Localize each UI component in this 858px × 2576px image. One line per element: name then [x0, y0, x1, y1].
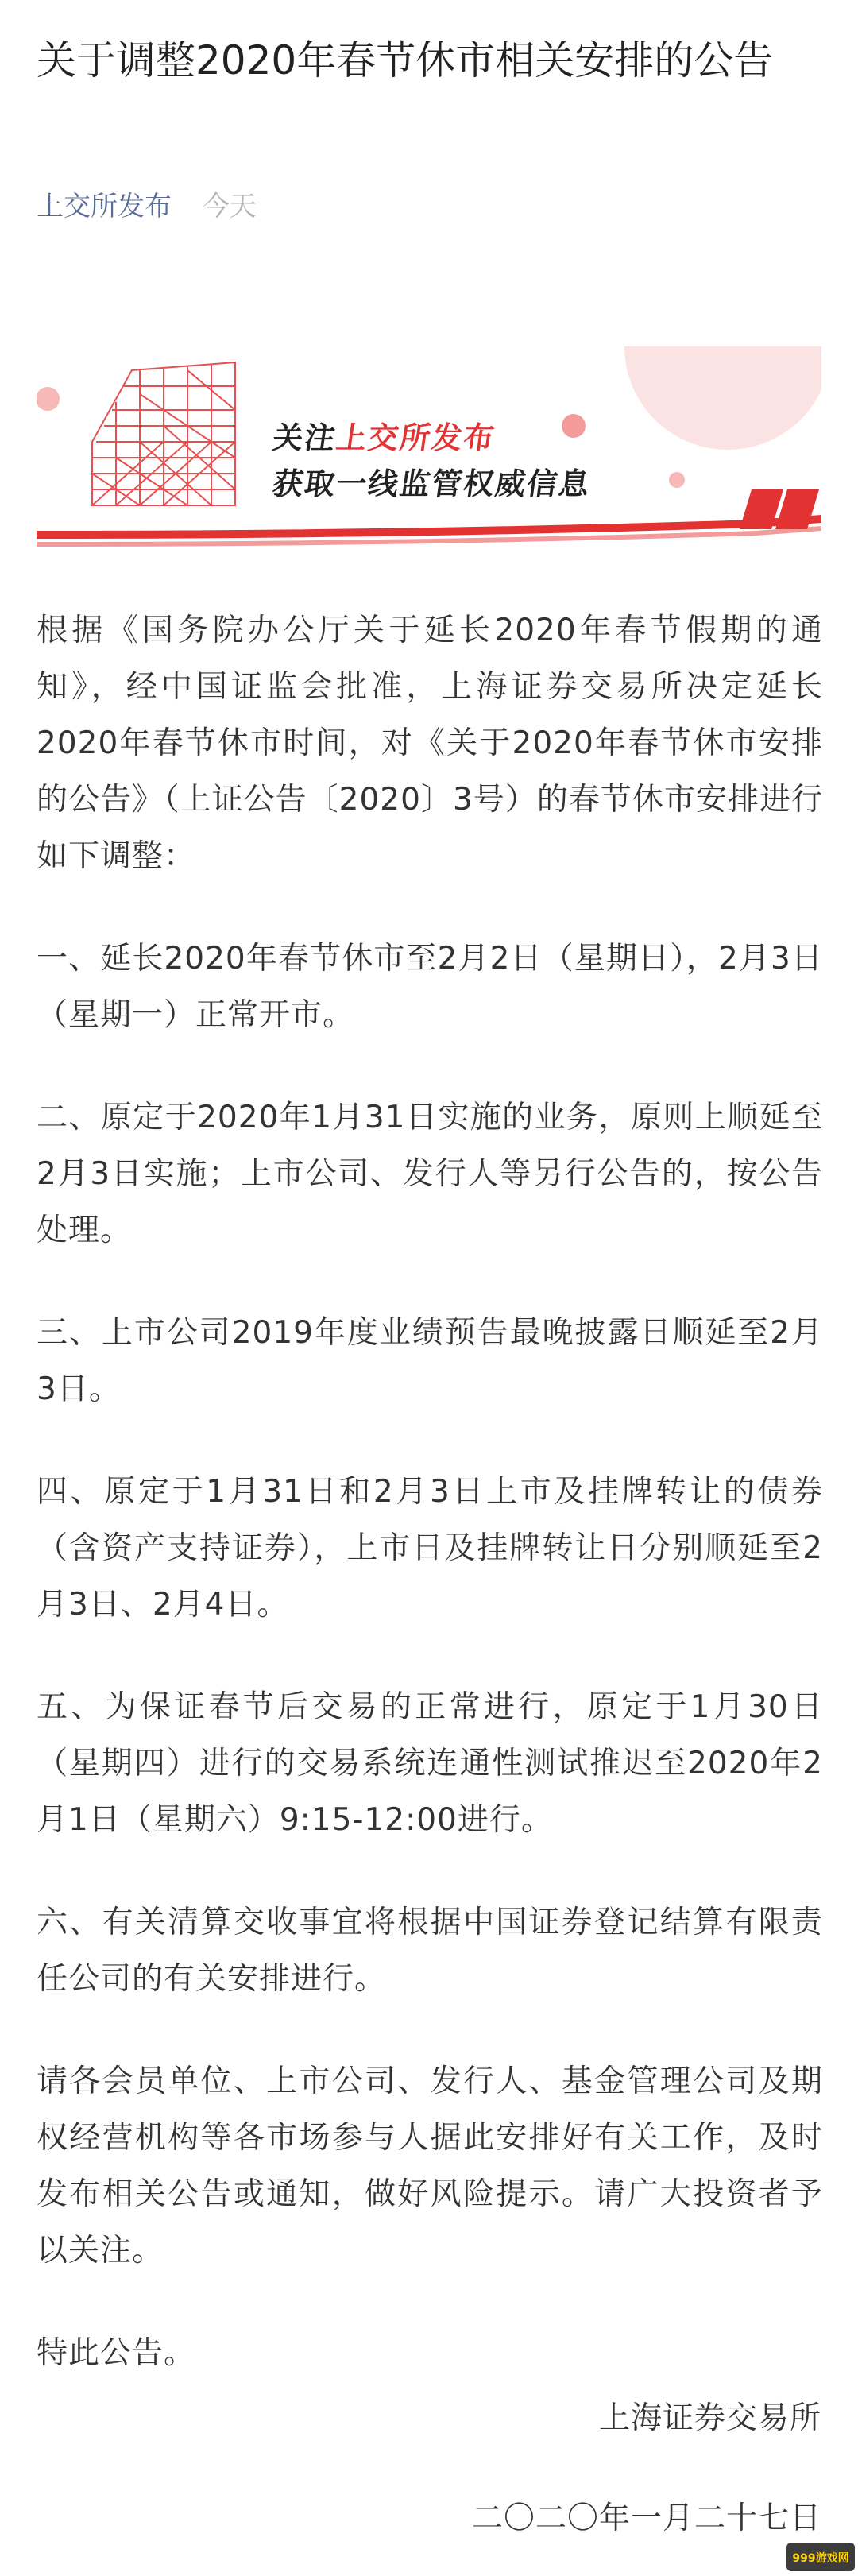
- banner-line2: 获取一线监管权威信息: [270, 466, 593, 501]
- paragraph-intro: 根据《国务院办公厅关于延长2020年春节假期的通知》，经中国证监会批准，上海证券交易所决定延长2020年春节休市时间，对《关于2020年春节休市安排的公告》（上证公告〔2020〕3号）的春节休市安排进行如下调整：: [37, 613, 823, 874]
- paragraph-item-2: 二、原定于2020年1月31日实施的业务，原则上顺延至2月3日实施；上市公司、发行人等另行公告的，按公告处理。: [37, 1100, 823, 1248]
- signature-org: 上海证券交易所: [598, 2400, 821, 2436]
- article-meta: [37, 189, 257, 224]
- paragraph-item-5: 五、为保证春节后交易的正常进行，原定于1月30日（星期四）进行的交易系统连通性测试推迟至2020年2月1日（星期六）9:15-12:00进行。: [37, 1689, 823, 1838]
- paragraph-closing: 特此公告。: [37, 2335, 196, 2371]
- banner-image: [37, 346, 821, 548]
- publish-date: 今天: [202, 191, 257, 222]
- paragraph-item-4: 四、原定于1月31日和2月3日上市及挂牌转让的债券（含资产支持证券），上市日及挂牌转让日分别顺延至2月3日、2月4日。: [37, 1474, 823, 1623]
- paragraph-item-6: 六、有关清算交收事宜将根据中国证券登记结算有限责任公司的有关安排进行。: [37, 1905, 823, 1997]
- site-watermark-logo: [786, 2541, 855, 2573]
- banner-line1-prefix: 关注: [270, 420, 339, 455]
- article-title: 关于调整2020年春节休市相关安排的公告: [37, 37, 774, 83]
- paragraph-item-1: 一、延长2020年春节休市至2月2日（星期日），2月3日（星期一）正常开市。: [37, 941, 823, 1033]
- paragraph-item-3: 三、上市公司2019年度业绩预告最晚披露日顺延至2月3日。: [37, 1315, 823, 1407]
- svg-text:999游戏网: 999游戏网: [792, 2552, 849, 2565]
- banner-line1-highlight: 上交所发布: [334, 420, 498, 455]
- signature-date: 二〇二〇年一月二十七日: [471, 2501, 821, 2536]
- banner-line1: [270, 413, 499, 457]
- article-body: [37, 602, 823, 2427]
- author-link[interactable]: 上交所发布: [37, 191, 172, 222]
- paragraph-request: 请各会员单位、上市公司、发行人、基金管理公司及期权经营机构等各市场参与人据此安排好有关工作，及时发布相关公告或通知，做好风险提示。请广大投资者予以关注。: [37, 2064, 823, 2269]
